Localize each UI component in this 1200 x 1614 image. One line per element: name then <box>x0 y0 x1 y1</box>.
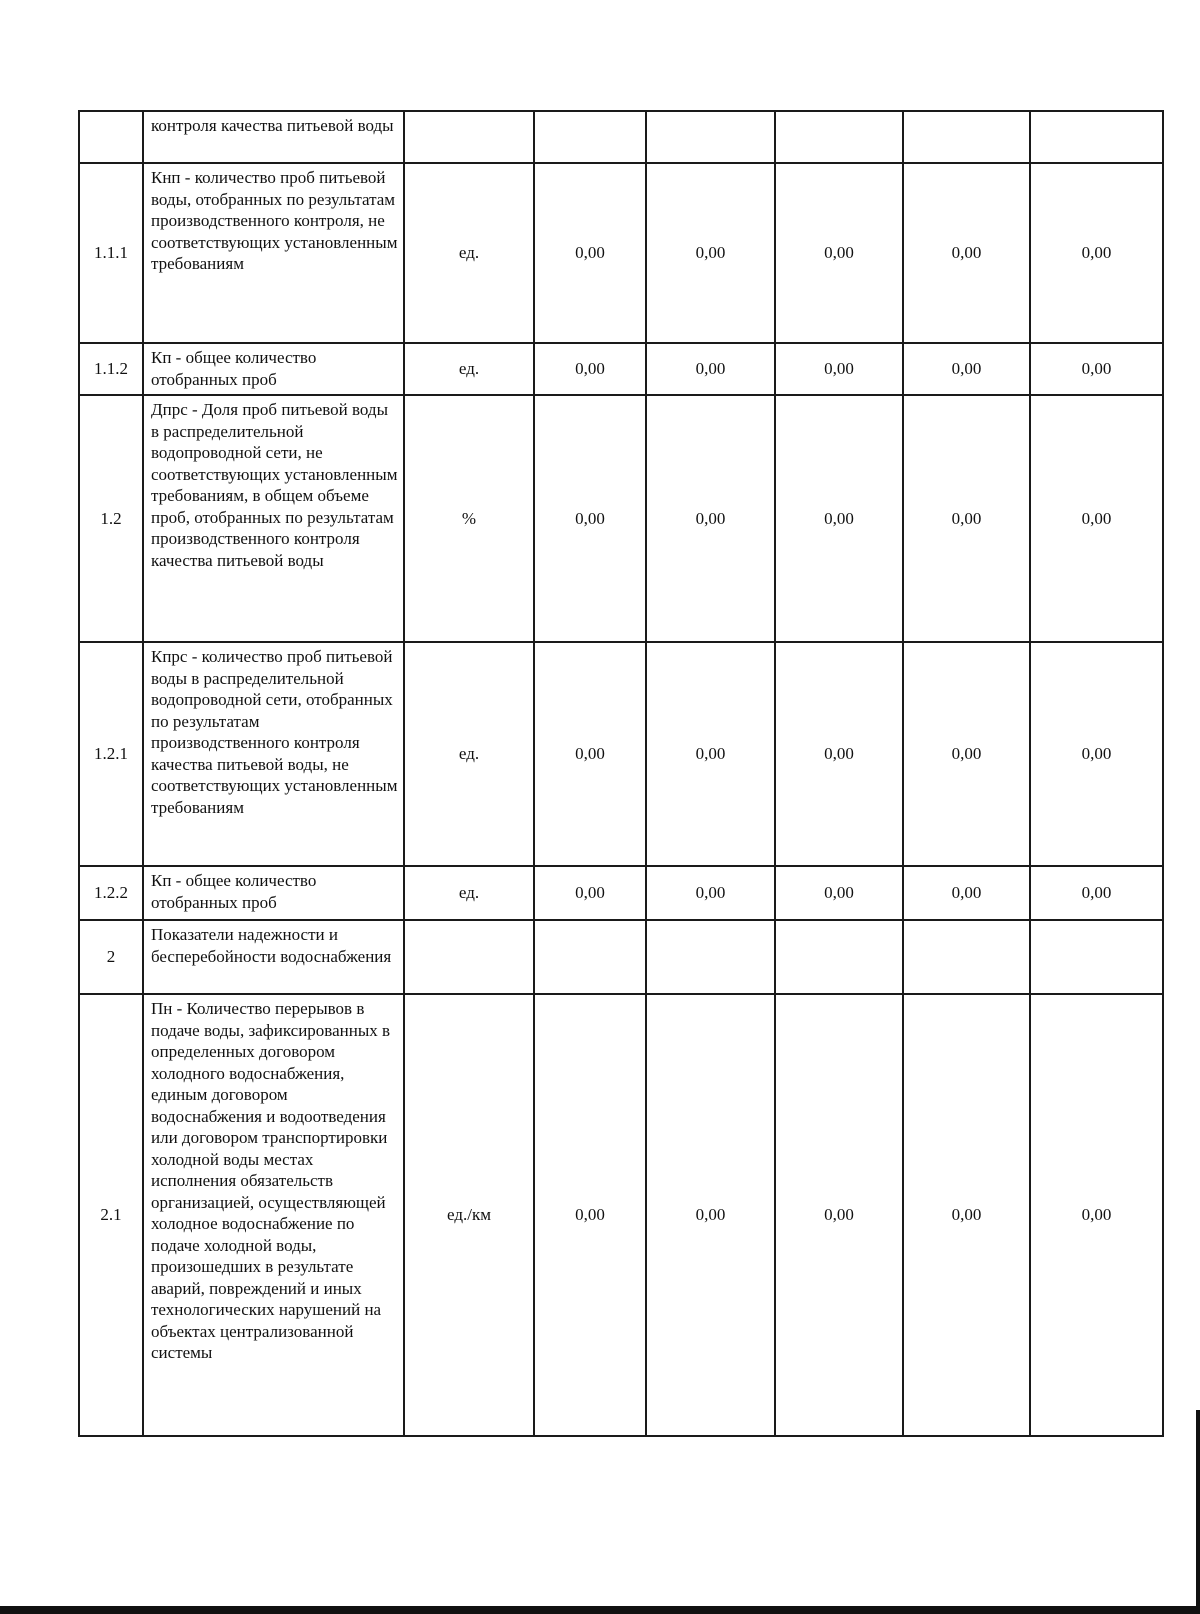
unit-cell: ед. <box>404 163 534 343</box>
value-cell: 0,00 <box>1030 163 1163 343</box>
indicators-table <box>78 110 1164 1437</box>
indicator-name: Кнп - количество проб питьевой воды, отобранных по результатам производственного контроля, не соответствующих установленным требованиям <box>143 163 404 343</box>
row-number: 2.1 <box>79 994 143 1436</box>
value-cell: 0,00 <box>646 163 775 343</box>
value-cell <box>775 111 903 163</box>
unit-cell: ед./км <box>404 994 534 1436</box>
unit-cell: ед. <box>404 343 534 395</box>
row-number: 1.2.2 <box>79 866 143 920</box>
value-cell <box>534 111 646 163</box>
value-cell: 0,00 <box>646 343 775 395</box>
value-cell: 0,00 <box>534 866 646 920</box>
value-cell <box>646 920 775 994</box>
value-cell: 0,00 <box>646 866 775 920</box>
value-cell: 0,00 <box>1030 866 1163 920</box>
value-cell: 0,00 <box>903 642 1030 866</box>
table-row <box>79 163 1163 343</box>
scan-edge-shadow <box>1196 1410 1200 1606</box>
value-cell <box>1030 920 1163 994</box>
table-row <box>79 920 1163 994</box>
indicator-name: Кп - общее количество отобранных проб <box>143 866 404 920</box>
value-cell: 0,00 <box>903 343 1030 395</box>
value-cell: 0,00 <box>534 343 646 395</box>
value-cell <box>1030 111 1163 163</box>
row-number: 1.1.1 <box>79 163 143 343</box>
row-number: 1.2 <box>79 395 143 642</box>
value-cell: 0,00 <box>1030 343 1163 395</box>
value-cell: 0,00 <box>903 163 1030 343</box>
value-cell: 0,00 <box>775 343 903 395</box>
value-cell: 0,00 <box>903 866 1030 920</box>
row-number: 2 <box>79 920 143 994</box>
unit-cell: ед. <box>404 642 534 866</box>
table-row <box>79 343 1163 395</box>
value-cell: 0,00 <box>534 642 646 866</box>
indicator-name: Кпрс - количество проб питьевой воды в распределительной водопроводной сети, отобранных по результатам производственного контроля качества питьевой воды, не соответствующих установленным требованиям <box>143 642 404 866</box>
value-cell: 0,00 <box>646 642 775 866</box>
indicator-name: Показатели надежности и бесперебойности водоснабжения <box>143 920 404 994</box>
indicator-name: Дпрс - Доля проб питьевой воды в распределительной водопроводной сети, не соответствующих установленным требованиям, в общем объеме проб, отобранных по результатам производственного контроля качества питьевой воды <box>143 395 404 642</box>
row-number: 1.2.1 <box>79 642 143 866</box>
table-row <box>79 994 1163 1436</box>
value-cell: 0,00 <box>903 395 1030 642</box>
value-cell <box>646 111 775 163</box>
value-cell: 0,00 <box>775 866 903 920</box>
value-cell <box>903 920 1030 994</box>
unit-cell: % <box>404 395 534 642</box>
table-row <box>79 642 1163 866</box>
indicator-name: Пн - Количество перерывов в подаче воды, зафиксированных в определенных договором холодного водоснабжения, единым договором водоснабжения и водоотведения или договором транспортировки холодной воды местах исполнения обязательств организацией, осуществляющей холодное водоснабжение по подаче холодной воды, произошедших в результате аварий, повреждений и иных технологических нарушений на объектах централизованной системы <box>143 994 404 1436</box>
table-row <box>79 395 1163 642</box>
value-cell: 0,00 <box>646 994 775 1436</box>
value-cell: 0,00 <box>1030 395 1163 642</box>
unit-cell: ед. <box>404 866 534 920</box>
row-number <box>79 111 143 163</box>
table-row <box>79 111 1163 163</box>
value-cell: 0,00 <box>534 395 646 642</box>
value-cell <box>775 920 903 994</box>
row-number: 1.1.2 <box>79 343 143 395</box>
value-cell: 0,00 <box>903 994 1030 1436</box>
value-cell: 0,00 <box>775 395 903 642</box>
value-cell: 0,00 <box>1030 994 1163 1436</box>
value-cell: 0,00 <box>534 994 646 1436</box>
value-cell: 0,00 <box>775 642 903 866</box>
value-cell: 0,00 <box>1030 642 1163 866</box>
indicator-name: контроля качества питьевой воды <box>143 111 404 163</box>
unit-cell <box>404 111 534 163</box>
scan-bottom-edge <box>0 1606 1200 1614</box>
indicator-name: Кп - общее количество отобранных проб <box>143 343 404 395</box>
table-row <box>79 866 1163 920</box>
value-cell: 0,00 <box>646 395 775 642</box>
value-cell: 0,00 <box>534 163 646 343</box>
value-cell <box>534 920 646 994</box>
value-cell: 0,00 <box>775 994 903 1436</box>
unit-cell <box>404 920 534 994</box>
value-cell <box>903 111 1030 163</box>
value-cell: 0,00 <box>775 163 903 343</box>
